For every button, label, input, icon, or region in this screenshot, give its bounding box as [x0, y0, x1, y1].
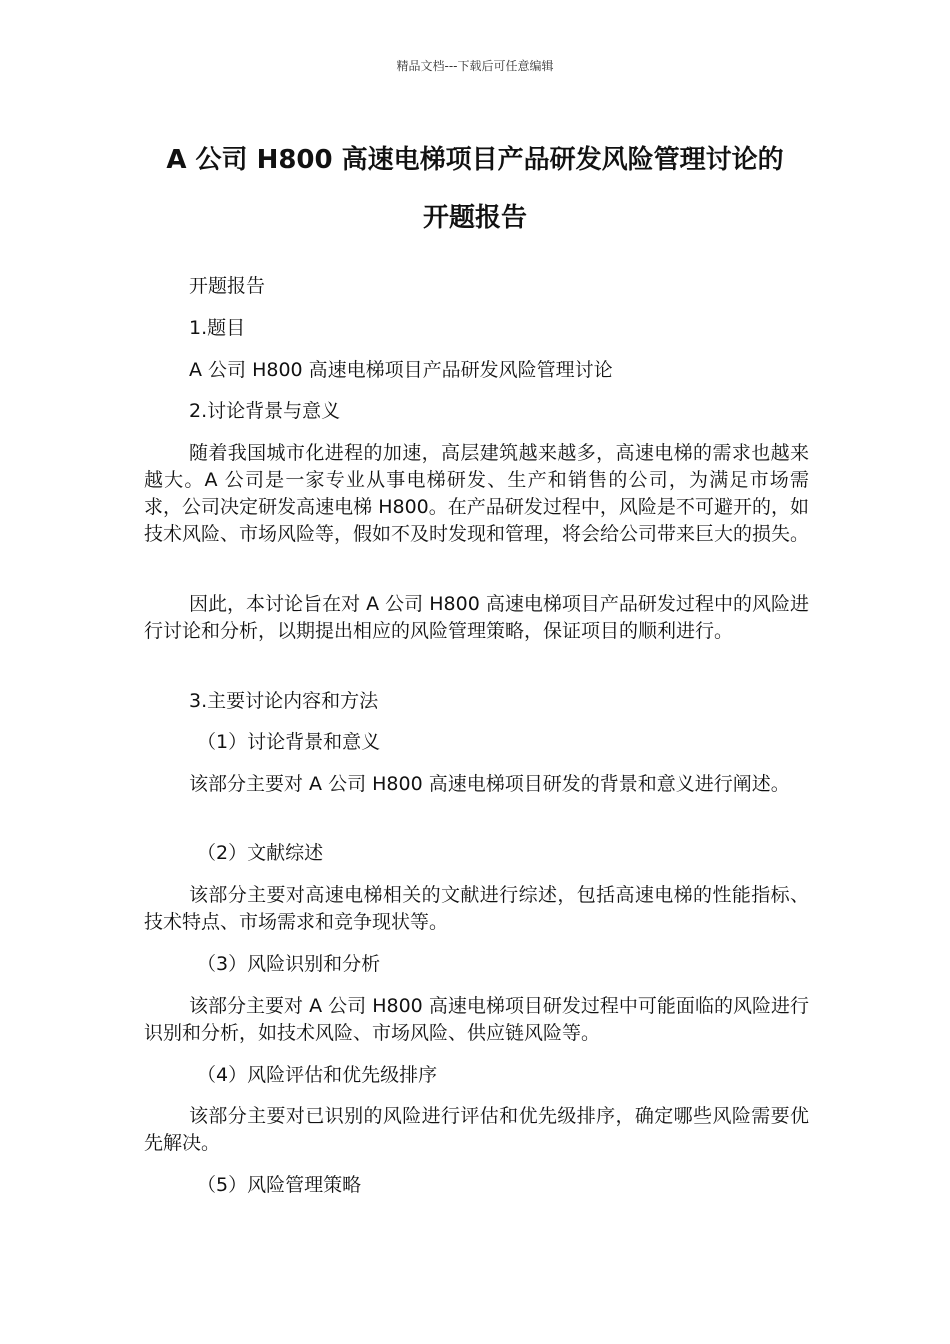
paragraph-background: 随着我国城市化进程的加速，高层建筑越来越多，高速电梯的需求也越来越大。A 公司是一家专业从事电梯研发、生产和销售的公司，为满足市场需求，公司决定研发高速电梯 H800。在产品研发过程中，风险是不可避开的，如技术风险、市场风险等，假如不及时发现和管理，将会给公司带来巨大的损失。 — [144, 442, 810, 545]
page-header: 精品文档---下载后可任意编辑 — [396, 59, 554, 73]
subheading-1: （1）讨论背景和意义 — [197, 731, 381, 753]
section-heading-1: 1.题目 — [189, 317, 246, 339]
paragraph-sub2: 该部分主要对高速电梯相关的文献进行综述，包括高速电梯的性能指标、技术特点、市场需求和竞争现状等。 — [144, 884, 809, 933]
subheading-2: （2）文献综述 — [197, 842, 324, 864]
section-heading-2: 2.讨论背景与意义 — [189, 400, 341, 422]
paragraph-purpose: 因此，本讨论旨在对 A 公司 H800 高速电梯项目产品研发过程中的风险进行讨论和分析，以期提出相应的风险管理策略，保证项目的顺利进行。 — [144, 593, 809, 642]
paragraph-sub4: 该部分主要对已识别的风险进行评估和优先级排序，确定哪些风险需要优先解决。 — [144, 1105, 809, 1154]
paragraph-sub3: 该部分主要对 A 公司 H800 高速电梯项目研发过程中可能面临的风险进行识别和分析，如技术风险、市场风险、供应链风险等。 — [144, 995, 809, 1044]
topic-text: A 公司 H800 高速电梯项目产品研发风险管理讨论 — [189, 359, 613, 381]
section-heading-report: 开题报告 — [189, 275, 266, 297]
subheading-5: （5）风险管理策略 — [197, 1174, 362, 1196]
section-heading-3: 3.主要讨论内容和方法 — [189, 690, 379, 712]
subheading-3: （3）风险识别和分析 — [197, 953, 381, 975]
paragraph-sub1: 该部分主要对 A 公司 H800 高速电梯项目研发的背景和意义进行阐述。 — [189, 773, 790, 795]
document-title-line-2: 开题报告 — [422, 203, 527, 233]
subheading-4: （4）风险评估和优先级排序 — [197, 1064, 438, 1086]
document-title-line-1: A 公司 H800 高速电梯项目产品研发风险管理讨论的 — [166, 145, 784, 175]
